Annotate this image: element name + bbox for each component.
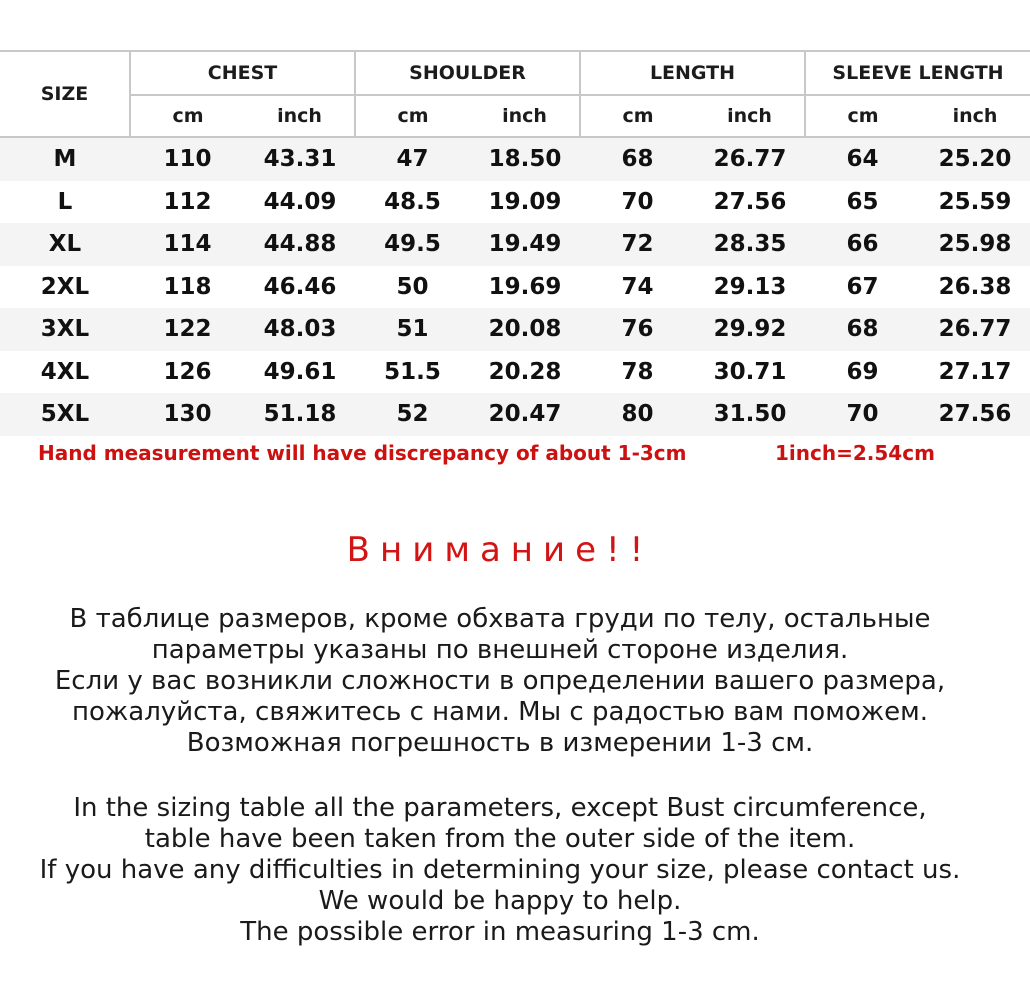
- notice-line: Если у вас возникли сложности в определении вашего размера,: [54, 666, 946, 696]
- table-row: [0, 223, 1030, 266]
- table-cell: 19.49: [470, 223, 580, 266]
- table-cell: 46.46: [245, 266, 355, 309]
- table-cell: 50: [355, 266, 470, 309]
- table-cell: 43.31: [245, 137, 355, 181]
- measurement-note: [0, 437, 1000, 473]
- notice-paragraph-ru: [0, 604, 1000, 759]
- table-cell: 19.09: [470, 181, 580, 224]
- table-cell: 20.47: [470, 393, 580, 436]
- chest-header: CHEST: [130, 51, 355, 95]
- notice-line: In the sizing table all the parameters, except Bust circumference,: [73, 793, 927, 823]
- size-cell: 5XL: [0, 393, 130, 436]
- unit-header: inch: [245, 95, 355, 137]
- table-cell: 126: [130, 351, 245, 394]
- table-cell: 76: [580, 308, 695, 351]
- conversion-note: 1inch=2.54cm: [775, 441, 935, 465]
- size-cell: 3XL: [0, 308, 130, 351]
- notice-line: table have been taken from the outer side of the item.: [144, 824, 856, 854]
- table-cell: 72: [580, 223, 695, 266]
- table-cell: 70: [805, 393, 920, 436]
- notice-line: Возможная погрешность в измерении 1-3 см.: [186, 728, 814, 758]
- table-cell: 65: [805, 181, 920, 224]
- unit-header: cm: [130, 95, 245, 137]
- table-cell: 47: [355, 137, 470, 181]
- unit-header: inch: [470, 95, 580, 137]
- table-cell: 25.59: [920, 181, 1030, 224]
- table-cell: 68: [580, 137, 695, 181]
- table-cell: 44.88: [245, 223, 355, 266]
- notice-line: пожалуйста, свяжитесь с нами. Мы с радостью вам поможем.: [71, 697, 929, 727]
- size-cell: M: [0, 137, 130, 181]
- size-cell: 4XL: [0, 351, 130, 394]
- table-cell: 49.61: [245, 351, 355, 394]
- table-row: [0, 351, 1030, 394]
- table-cell: 69: [805, 351, 920, 394]
- table-cell: 110: [130, 137, 245, 181]
- table-cell: 19.69: [470, 266, 580, 309]
- size-column-header: SIZE: [0, 51, 130, 137]
- table-cell: 25.20: [920, 137, 1030, 181]
- table-cell: 66: [805, 223, 920, 266]
- table-cell: 78: [580, 351, 695, 394]
- table-unit-row: [0, 95, 1030, 137]
- notice-line: The possible error in measuring 1-3 cm.: [240, 917, 760, 947]
- size-chart-table: [0, 50, 1030, 436]
- table-cell: 112: [130, 181, 245, 224]
- size-cell: 2XL: [0, 266, 130, 309]
- size-cell: L: [0, 181, 130, 224]
- table-cell: 28.35: [695, 223, 805, 266]
- table-row: [0, 266, 1030, 309]
- unit-header: cm: [805, 95, 920, 137]
- table-cell: 51: [355, 308, 470, 351]
- notice-line: параметры указаны по внешней стороне изделия.: [151, 635, 849, 665]
- size-cell: XL: [0, 223, 130, 266]
- table-cell: 25.98: [920, 223, 1030, 266]
- attention-heading: Внимание!!: [346, 530, 654, 570]
- sleeve-length-header: SLEEVE LENGTH: [805, 51, 1030, 95]
- unit-header: cm: [580, 95, 695, 137]
- table-row: [0, 393, 1030, 436]
- table-cell: 68: [805, 308, 920, 351]
- unit-header: inch: [920, 95, 1030, 137]
- table-cell: 30.71: [695, 351, 805, 394]
- table-cell: 27.17: [920, 351, 1030, 394]
- table-cell: 64: [805, 137, 920, 181]
- table-cell: 26.77: [695, 137, 805, 181]
- table-cell: 48.5: [355, 181, 470, 224]
- table-cell: 20.08: [470, 308, 580, 351]
- notice-line: В таблице размеров, кроме обхвата груди по телу, остальные: [69, 604, 931, 634]
- notice-paragraph-en: [0, 793, 1000, 948]
- discrepancy-note: Hand measurement will have discrepancy of about 1-3cm: [38, 441, 687, 465]
- table-cell: 80: [580, 393, 695, 436]
- table-cell: 31.50: [695, 393, 805, 436]
- length-header: LENGTH: [580, 51, 805, 95]
- shoulder-header: SHOULDER: [355, 51, 580, 95]
- table-cell: 67: [805, 266, 920, 309]
- table-cell: 51.18: [245, 393, 355, 436]
- table-cell: 20.28: [470, 351, 580, 394]
- unit-header: inch: [695, 95, 805, 137]
- table-cell: 44.09: [245, 181, 355, 224]
- table-cell: 74: [580, 266, 695, 309]
- notice-line: We would be happy to help.: [318, 886, 682, 916]
- table-cell: 26.77: [920, 308, 1030, 351]
- notice-line: If you have any difficulties in determining your size, please contact us.: [39, 855, 961, 885]
- table-row: [0, 181, 1030, 224]
- table-cell: 52: [355, 393, 470, 436]
- table-cell: 26.38: [920, 266, 1030, 309]
- table-cell: 27.56: [920, 393, 1030, 436]
- table-row: [0, 308, 1030, 351]
- table-cell: 122: [130, 308, 245, 351]
- table-cell: 114: [130, 223, 245, 266]
- table-cell: 18.50: [470, 137, 580, 181]
- table-cell: 48.03: [245, 308, 355, 351]
- table-cell: 130: [130, 393, 245, 436]
- table-cell: 29.92: [695, 308, 805, 351]
- unit-header: cm: [355, 95, 470, 137]
- table-cell: 27.56: [695, 181, 805, 224]
- table-row: [0, 137, 1030, 181]
- table-header-row: [0, 51, 1030, 95]
- table-cell: 70: [580, 181, 695, 224]
- table-cell: 51.5: [355, 351, 470, 394]
- table-cell: 118: [130, 266, 245, 309]
- table-cell: 29.13: [695, 266, 805, 309]
- table-cell: 49.5: [355, 223, 470, 266]
